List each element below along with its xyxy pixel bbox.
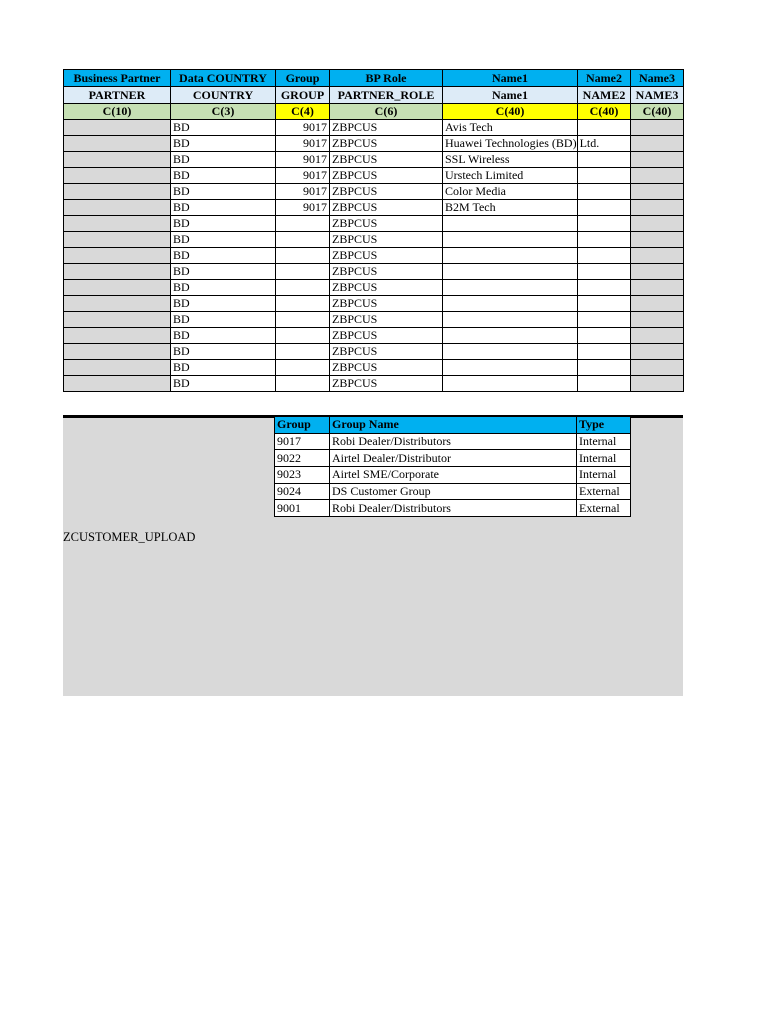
header-cell-partner[interactable]: Business Partner <box>64 70 171 87</box>
header-cell-country[interactable]: C(3) <box>171 104 276 120</box>
partner-cell[interactable] <box>64 120 171 136</box>
header-cell-group[interactable]: GROUP <box>276 87 330 104</box>
name1-cell[interactable]: Urstech Limited <box>443 168 578 184</box>
name2-cell[interactable] <box>578 232 631 248</box>
partner-cell[interactable] <box>64 152 171 168</box>
group-cell[interactable] <box>276 280 330 296</box>
name1-cell[interactable]: B2M Tech <box>443 200 578 216</box>
header-cell-partner[interactable]: PARTNER <box>64 87 171 104</box>
header-cell-name1[interactable]: Name1 <box>443 70 578 87</box>
upload-program-label: ZCUSTOMER_UPLOAD <box>63 530 196 544</box>
role-cell[interactable]: ZBPCUS <box>330 312 443 328</box>
header-cell-role[interactable]: PARTNER_ROLE <box>330 87 443 104</box>
name1-cell[interactable] <box>443 328 578 344</box>
group-cell[interactable]: 9017 <box>276 120 330 136</box>
role-cell[interactable]: ZBPCUS <box>330 376 443 392</box>
partner-cell[interactable] <box>64 328 171 344</box>
group-cell[interactable] <box>276 264 330 280</box>
role-cell[interactable]: ZBPCUS <box>330 168 443 184</box>
name2-cell[interactable] <box>578 248 631 264</box>
group-cell[interactable]: 9017 <box>276 184 330 200</box>
name3-cell[interactable] <box>631 264 684 280</box>
role-cell[interactable]: ZBPCUS <box>330 136 443 152</box>
name1-cell[interactable] <box>443 344 578 360</box>
country-cell[interactable]: BD <box>171 344 276 360</box>
partner-cell[interactable] <box>64 312 171 328</box>
partner-cell[interactable] <box>64 296 171 312</box>
country-cell[interactable]: BD <box>171 216 276 232</box>
group-cell[interactable] <box>276 248 330 264</box>
partner-cell[interactable] <box>64 264 171 280</box>
table-row <box>64 168 684 184</box>
header-cell-country[interactable]: COUNTRY <box>171 87 276 104</box>
name3-cell[interactable] <box>631 216 684 232</box>
group-cell[interactable] <box>276 216 330 232</box>
header-cell-name3[interactable]: Name3 <box>631 70 684 87</box>
name1-cell[interactable] <box>443 360 578 376</box>
partner-cell[interactable] <box>64 216 171 232</box>
role-cell[interactable]: ZBPCUS <box>330 264 443 280</box>
name3-cell[interactable] <box>631 136 684 152</box>
country-cell[interactable]: BD <box>171 264 276 280</box>
header-cell-name1[interactable]: C(40) <box>443 104 578 120</box>
role-cell[interactable]: ZBPCUS <box>330 184 443 200</box>
partner-cell[interactable] <box>64 200 171 216</box>
role-cell[interactable]: ZBPCUS <box>330 280 443 296</box>
header-cell-name3[interactable]: NAME3 <box>631 87 684 104</box>
group-code-cell[interactable]: 9017 <box>275 433 330 450</box>
business-partner-table <box>63 69 684 392</box>
header-cell-group[interactable]: Group <box>276 70 330 87</box>
table-row <box>64 264 684 280</box>
country-cell[interactable]: BD <box>171 184 276 200</box>
role-cell[interactable]: ZBPCUS <box>330 216 443 232</box>
country-cell[interactable]: BD <box>171 280 276 296</box>
role-cell[interactable]: ZBPCUS <box>330 328 443 344</box>
table-row <box>64 248 684 264</box>
name3-cell[interactable] <box>631 280 684 296</box>
group-cell[interactable]: 9017 <box>276 200 330 216</box>
group-name-cell[interactable]: Airtel SME/Corporate <box>330 467 577 484</box>
name2-cell[interactable] <box>578 344 631 360</box>
name3-cell[interactable] <box>631 328 684 344</box>
name3-cell[interactable] <box>631 312 684 328</box>
table-row <box>64 232 684 248</box>
partner-cell[interactable] <box>64 232 171 248</box>
country-cell[interactable]: BD <box>171 248 276 264</box>
group-code-cell[interactable]: 9022 <box>275 450 330 467</box>
name3-cell[interactable] <box>631 376 684 392</box>
group-cell[interactable] <box>276 232 330 248</box>
country-cell[interactable]: BD <box>171 200 276 216</box>
name3-cell[interactable] <box>631 344 684 360</box>
name1-cell[interactable] <box>443 248 578 264</box>
group-type-cell[interactable]: Internal <box>577 450 631 467</box>
group-header-cell[interactable]: Group Name <box>330 417 577 434</box>
name3-cell[interactable] <box>631 168 684 184</box>
name1-cell[interactable] <box>443 376 578 392</box>
group-type-cell[interactable]: External <box>577 483 631 500</box>
table-row <box>64 328 684 344</box>
country-cell[interactable]: BD <box>171 328 276 344</box>
partner-cell[interactable] <box>64 344 171 360</box>
group-row <box>275 450 631 467</box>
role-cell[interactable]: ZBPCUS <box>330 200 443 216</box>
role-cell[interactable]: ZBPCUS <box>330 152 443 168</box>
name1-cell[interactable] <box>443 232 578 248</box>
country-cell[interactable]: BD <box>171 136 276 152</box>
group-cell[interactable] <box>276 328 330 344</box>
table-row <box>64 200 684 216</box>
group-header-row <box>275 417 631 434</box>
group-row <box>275 433 631 450</box>
name1-cell[interactable]: Huawei Technologies (BD) Ltd. <box>443 136 578 152</box>
header-cell-name2[interactable]: C(40) <box>578 104 631 120</box>
name2-cell[interactable] <box>578 376 631 392</box>
header-cell-name3[interactable]: C(40) <box>631 104 684 120</box>
partner-cell[interactable] <box>64 248 171 264</box>
country-cell[interactable]: BD <box>171 120 276 136</box>
name1-cell[interactable]: Avis Tech <box>443 120 578 136</box>
name2-cell[interactable] <box>578 264 631 280</box>
name1-cell[interactable]: Color Media <box>443 184 578 200</box>
name3-cell[interactable] <box>631 184 684 200</box>
name3-cell[interactable] <box>631 200 684 216</box>
name3-cell[interactable] <box>631 232 684 248</box>
name2-cell[interactable] <box>578 296 631 312</box>
table-row <box>64 216 684 232</box>
group-code-cell[interactable]: 9024 <box>275 483 330 500</box>
country-cell[interactable]: BD <box>171 376 276 392</box>
partner-cell[interactable] <box>64 136 171 152</box>
header-cell-partner[interactable]: C(10) <box>64 104 171 120</box>
name2-cell[interactable] <box>578 168 631 184</box>
name1-cell[interactable] <box>443 296 578 312</box>
name1-cell[interactable] <box>443 216 578 232</box>
group-cell[interactable]: 9017 <box>276 136 330 152</box>
group-cell[interactable]: 9017 <box>276 168 330 184</box>
table-row <box>64 280 684 296</box>
header-row-3 <box>64 104 684 120</box>
country-cell[interactable]: BD <box>171 152 276 168</box>
header-cell-name1[interactable]: Name1 <box>443 87 578 104</box>
group-cell[interactable] <box>276 376 330 392</box>
header-cell-role[interactable]: BP Role <box>330 70 443 87</box>
header-cell-group[interactable]: C(4) <box>276 104 330 120</box>
name3-cell[interactable] <box>631 120 684 136</box>
group-type-cell[interactable]: Internal <box>577 467 631 484</box>
table-row <box>64 312 684 328</box>
role-cell[interactable]: ZBPCUS <box>330 120 443 136</box>
name1-cell[interactable] <box>443 280 578 296</box>
group-header-cell[interactable]: Group <box>275 417 330 434</box>
name2-cell[interactable] <box>578 152 631 168</box>
country-cell[interactable]: BD <box>171 168 276 184</box>
group-row <box>275 483 631 500</box>
partner-cell[interactable] <box>64 280 171 296</box>
country-cell[interactable]: BD <box>171 360 276 376</box>
group-name-cell[interactable]: Robi Dealer/Distributors <box>330 433 577 450</box>
group-header-cell[interactable]: Type <box>577 417 631 434</box>
table-row <box>64 360 684 376</box>
role-cell[interactable]: ZBPCUS <box>330 360 443 376</box>
group-type-cell[interactable]: External <box>577 500 631 517</box>
name2-cell[interactable] <box>578 280 631 296</box>
group-cell[interactable] <box>276 312 330 328</box>
header-cell-role[interactable]: C(6) <box>330 104 443 120</box>
name3-cell[interactable] <box>631 248 684 264</box>
group-cell[interactable]: 9017 <box>276 152 330 168</box>
name3-cell[interactable] <box>631 296 684 312</box>
name1-cell[interactable]: SSL Wireless <box>443 152 578 168</box>
group-name-cell[interactable]: Airtel Dealer/Distributor <box>330 450 577 467</box>
group-row <box>275 500 631 517</box>
table-row <box>64 376 684 392</box>
name2-cell[interactable] <box>578 312 631 328</box>
country-cell[interactable]: BD <box>171 232 276 248</box>
name2-cell[interactable] <box>578 360 631 376</box>
country-cell[interactable]: BD <box>171 312 276 328</box>
group-reference-table <box>274 416 631 517</box>
role-cell[interactable]: ZBPCUS <box>330 296 443 312</box>
partner-cell[interactable] <box>64 168 171 184</box>
group-cell[interactable] <box>276 296 330 312</box>
table-row <box>64 344 684 360</box>
name1-cell[interactable] <box>443 264 578 280</box>
group-name-cell[interactable]: Robi Dealer/Distributors <box>330 500 577 517</box>
group-code-cell[interactable]: 9001 <box>275 500 330 517</box>
table-row <box>64 120 684 136</box>
group-code-cell[interactable]: 9023 <box>275 467 330 484</box>
table-row <box>64 136 684 152</box>
role-cell[interactable]: ZBPCUS <box>330 344 443 360</box>
name3-cell[interactable] <box>631 152 684 168</box>
table-row <box>64 296 684 312</box>
name3-cell[interactable] <box>631 360 684 376</box>
group-row <box>275 467 631 484</box>
role-cell[interactable]: ZBPCUS <box>330 248 443 264</box>
name1-cell[interactable] <box>443 312 578 328</box>
group-type-cell[interactable]: Internal <box>577 433 631 450</box>
name2-cell[interactable] <box>578 120 631 136</box>
group-cell[interactable] <box>276 360 330 376</box>
header-cell-name2[interactable]: NAME2 <box>578 87 631 104</box>
header-row-1 <box>64 70 684 87</box>
name2-cell[interactable] <box>578 328 631 344</box>
group-cell[interactable] <box>276 344 330 360</box>
table-row <box>64 152 684 168</box>
group-name-cell[interactable]: DS Customer Group <box>330 483 577 500</box>
name2-cell[interactable] <box>578 216 631 232</box>
partner-cell[interactable] <box>64 376 171 392</box>
role-cell[interactable]: ZBPCUS <box>330 232 443 248</box>
partner-cell[interactable] <box>64 184 171 200</box>
header-cell-country[interactable]: Data COUNTRY <box>171 70 276 87</box>
header-cell-name2[interactable]: Name2 <box>578 70 631 87</box>
country-cell[interactable]: BD <box>171 296 276 312</box>
header-row-2 <box>64 87 684 104</box>
name2-cell[interactable] <box>578 200 631 216</box>
name2-cell[interactable] <box>578 184 631 200</box>
table-row <box>64 184 684 200</box>
partner-cell[interactable] <box>64 360 171 376</box>
